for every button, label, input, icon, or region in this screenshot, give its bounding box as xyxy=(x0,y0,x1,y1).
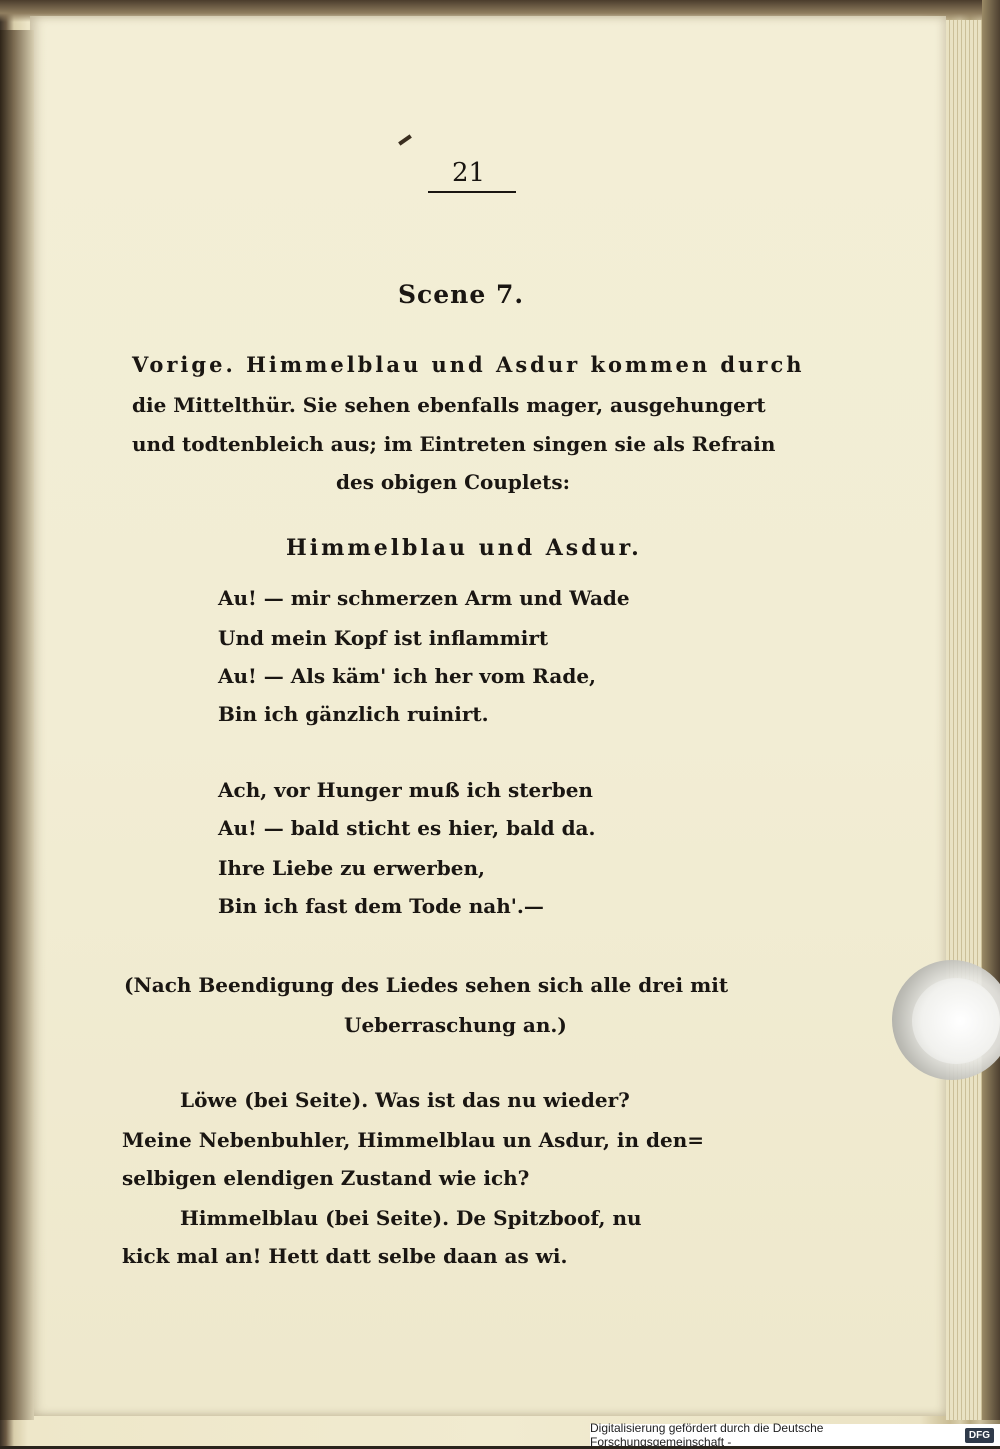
stage-direction-line: Vorige. Himmelblau und Asdur kommen durch xyxy=(132,352,805,377)
song-line: Au! — mir schmerzen Arm und Wade xyxy=(218,586,630,610)
song-line: Bin ich gänzlich ruinirt. xyxy=(218,702,489,726)
page-number-rule xyxy=(428,191,516,193)
page-number: 21 xyxy=(452,158,486,188)
scene-heading: Scene 7. xyxy=(398,280,525,309)
stage-direction-line: Ueberraschung an.) xyxy=(344,1013,567,1037)
dialogue-line: Löwe (bei Seite). Was ist das nu wieder? xyxy=(180,1088,630,1112)
song-line: Ach, vor Hunger muß ich sterben xyxy=(218,778,593,802)
song-line: Ihre Liebe zu erwerben, xyxy=(218,856,485,880)
song-line: Au! — Als käm' ich her vom Rade, xyxy=(218,664,597,688)
speaker-heading: Himmelblau und Asdur. xyxy=(286,535,642,561)
stage-direction-line: die Mittelthür. Sie sehen ebenfalls mager, ausgehungert xyxy=(132,393,766,417)
dialogue-line: Himmelblau (bei Seite). De Spitzboof, nu xyxy=(180,1206,642,1230)
dfg-logo: DFG xyxy=(965,1428,994,1443)
page-clip-highlight xyxy=(912,978,1000,1064)
footer-credit: Digitalisierung gefördert durch die Deutsche Forschungsgemeinschaft - xyxy=(590,1421,824,1449)
dialogue-line: Meine Nebenbuhler, Himmelblau un Asdur, in den= xyxy=(122,1128,704,1152)
stage-direction-line: des obigen Couplets: xyxy=(336,470,571,494)
dialogue-line: selbigen elendigen Zustand wie ich? xyxy=(122,1166,530,1190)
dialogue-line: kick mal an! Hett datt selbe daan as wi. xyxy=(122,1244,568,1268)
stage-direction-line: und todtenbleich aus; im Eintreten singen sie als Refrain xyxy=(132,432,776,456)
song-line: Bin ich fast dem Tode nah'.— xyxy=(218,894,544,918)
digitization-footer xyxy=(590,1421,1000,1449)
song-line: Und mein Kopf ist inflammirt xyxy=(218,626,549,650)
book-gutter xyxy=(0,30,34,1420)
book-cover-edge xyxy=(982,0,1000,1420)
page-stack-edge xyxy=(946,20,982,1420)
song-line: Au! — bald sticht es hier, bald da. xyxy=(218,816,596,840)
stage-direction-line: (Nach Beendigung des Liedes sehen sich alle drei mit xyxy=(124,973,729,997)
